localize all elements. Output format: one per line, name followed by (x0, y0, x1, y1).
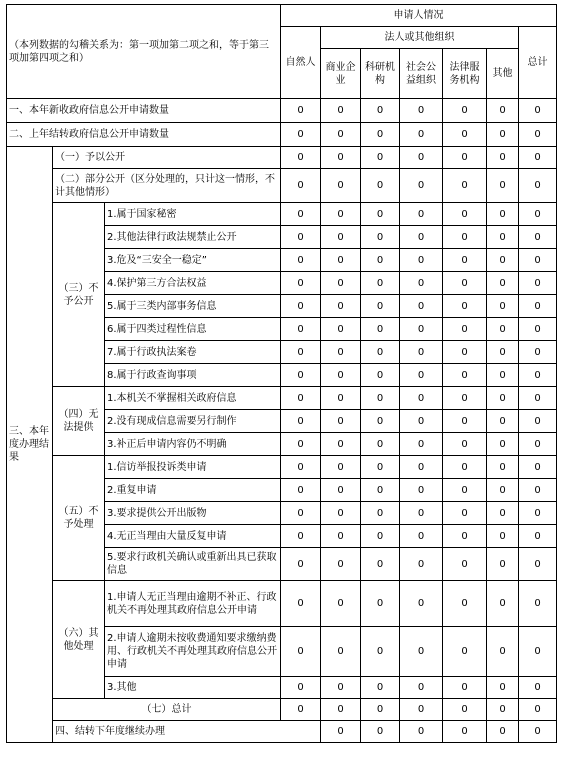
cell-value: 0 (487, 272, 519, 295)
cell-value: 0 (281, 99, 321, 123)
row-label (105, 433, 281, 456)
table-row (7, 203, 557, 226)
cell-value: 0 (281, 456, 321, 479)
cell-value: 0 (361, 699, 400, 721)
cell-value: 0 (321, 318, 361, 341)
cell-value: 0 (443, 318, 487, 341)
cell-value: 0 (519, 147, 557, 169)
cell-value: 0 (361, 203, 400, 226)
cell-value: 0 (281, 295, 321, 318)
row-label-text: 3.补正后申请内容仍不明确 (107, 438, 227, 450)
row-label (105, 525, 281, 548)
cell-value: 0 (443, 364, 487, 387)
cell-value: 0 (400, 318, 443, 341)
row-label-text: 2.申请人逾期未按收费通知要求缴纳费用、行政机关不再处理其政府信息公开申请 (107, 633, 277, 670)
row-label (7, 123, 281, 147)
header-commercial (321, 49, 361, 99)
cell-value: 0 (400, 433, 443, 456)
cell-value: 0 (443, 581, 487, 627)
cell-value: 0 (400, 627, 443, 677)
row-label (105, 548, 281, 581)
cell-value: 0 (281, 226, 321, 249)
header-research (361, 49, 400, 99)
row-label (105, 249, 281, 272)
cell-value: 0 (443, 226, 487, 249)
row-label (105, 456, 281, 479)
row-label-text: 6.属于四类过程性信息 (107, 323, 207, 335)
cell-value: 0 (361, 341, 400, 364)
cell-value: 0 (361, 123, 400, 147)
row-label-text: 3.危及“三安全一稳定” (107, 254, 207, 266)
cell-value: 0 (519, 699, 557, 721)
cell-value: 0 (321, 627, 361, 677)
cell-value: 0 (321, 364, 361, 387)
cell-value: 0 (487, 456, 519, 479)
cell-value: 0 (361, 410, 400, 433)
subsection-5-label-text: （五）不予处理 (58, 506, 99, 530)
cell-value: 0 (361, 677, 400, 699)
cell-value: 0 (281, 699, 321, 721)
cell-value: 0 (281, 387, 321, 410)
cell-value: 0 (519, 525, 557, 548)
header-legal-org (321, 27, 519, 49)
row-label-text: （一）予以公开 (55, 152, 125, 163)
cell-value: 0 (519, 433, 557, 456)
cell-value: 0 (281, 341, 321, 364)
row-label (7, 99, 281, 123)
cell-value: 0 (487, 433, 519, 456)
cell-value: 0 (321, 203, 361, 226)
row-label (105, 226, 281, 249)
cell-value: 0 (400, 502, 443, 525)
cell-value: 0 (400, 410, 443, 433)
row-label-text: 二、上年结转政府信息公开申请数量 (9, 129, 169, 140)
cell-value: 0 (487, 699, 519, 721)
cell-value: 0 (281, 677, 321, 699)
cell-value: 0 (487, 203, 519, 226)
cell-value: 0 (321, 581, 361, 627)
cell-value: 0 (361, 548, 400, 581)
cell-value: 0 (443, 147, 487, 169)
cell-value: 0 (519, 99, 557, 123)
cell-value: 0 (400, 677, 443, 699)
cell-value: 0 (487, 341, 519, 364)
cell-value: 0 (321, 147, 361, 169)
table-row (7, 99, 557, 123)
cell-value: 0 (519, 203, 557, 226)
cell-value: 0 (443, 627, 487, 677)
header-social-welfare (400, 49, 443, 99)
cell-value: 0 (443, 203, 487, 226)
row-label-text: 2.其他法律行政法规禁止公开 (107, 231, 237, 243)
cell-value: 0 (443, 502, 487, 525)
cell-value: 0 (487, 677, 519, 699)
row-label-text: 2.没有现成信息需要另行制作 (107, 415, 237, 427)
row-label-text: 1.本机关不掌握相关政府信息 (107, 392, 237, 404)
cell-value: 0 (361, 721, 400, 743)
row-label-text: 3.其他 (107, 682, 137, 693)
cell-value: 0 (321, 456, 361, 479)
cell-value: 0 (281, 272, 321, 295)
cell-value: 0 (487, 147, 519, 169)
cell-value: 0 (400, 525, 443, 548)
subsection-3-label-text: （三）不予公开 (58, 282, 99, 307)
row-label-text: 2.重复申请 (107, 484, 157, 496)
header-legal-org-text: 法人或其他组织 (384, 32, 455, 43)
cell-value: 0 (487, 295, 519, 318)
cell-value: 0 (487, 318, 519, 341)
row-label (105, 295, 281, 318)
cell-value: 0 (519, 502, 557, 525)
cell-value: 0 (400, 99, 443, 123)
cell-value: 0 (361, 295, 400, 318)
header-note (7, 5, 281, 99)
cell-value: 0 (519, 456, 557, 479)
row-label-text: 5.要求行政机关确认或重新出具已获取信息 (107, 552, 277, 576)
row-label-text: 4.无正当理由大量反复申请 (107, 530, 227, 542)
cell-value: 0 (400, 249, 443, 272)
cell-value: 0 (321, 226, 361, 249)
cell-value: 0 (443, 249, 487, 272)
cell-value: 0 (321, 699, 361, 721)
cell-value: 0 (443, 721, 487, 743)
row-label (105, 627, 281, 677)
header-natural-person (281, 27, 321, 99)
cell-value: 0 (443, 123, 487, 147)
row-label (105, 387, 281, 410)
cell-value: 0 (321, 677, 361, 699)
header-applicant-text: 申请人情况 (393, 10, 444, 21)
cell-value: 0 (443, 433, 487, 456)
cell-value: 0 (443, 677, 487, 699)
row-label (105, 272, 281, 295)
cell-value: 0 (487, 479, 519, 502)
cell-value: 0 (321, 99, 361, 123)
row-label (105, 479, 281, 502)
cell-value: 0 (321, 169, 361, 203)
cell-value: 0 (443, 99, 487, 123)
cell-value: 0 (519, 318, 557, 341)
row-label-text: 1.信访举报投诉类申请 (107, 461, 207, 473)
cell-value: 0 (443, 456, 487, 479)
row-label-text: 一、本年新收政府信息公开申请数量 (9, 105, 169, 116)
cell-value: 0 (443, 699, 487, 721)
cell-value: 0 (281, 433, 321, 456)
row-label-text: （七）总计 (141, 704, 192, 715)
cell-value: 0 (361, 169, 400, 203)
cell-value: 0 (400, 203, 443, 226)
cell-value: 0 (519, 226, 557, 249)
subsection-6-label-text: （六）其他处理 (58, 627, 99, 652)
cell-value: 0 (519, 341, 557, 364)
row-label (105, 677, 281, 699)
table-row (7, 721, 557, 743)
subsection-4-label (53, 387, 105, 456)
cell-value: 0 (519, 627, 557, 677)
header-applicant (281, 5, 557, 27)
cell-value: 0 (400, 147, 443, 169)
row-label-text: 4.保护第三方合法权益 (107, 277, 207, 289)
cell-value: 0 (487, 721, 519, 743)
subsection-4-label-text: （四）无法提供 (58, 409, 99, 433)
cell-value: 0 (321, 433, 361, 456)
cell-value: 0 (361, 99, 400, 123)
header-note-text: （本列数据的勾稽关系为：第一项加第二项之和，等于第三项加第四项之和） (9, 39, 269, 64)
cell-value: 0 (281, 502, 321, 525)
cell-value: 0 (519, 410, 557, 433)
cell-value: 0 (361, 479, 400, 502)
cell-value: 0 (281, 249, 321, 272)
row-label (53, 169, 281, 203)
cell-value: 0 (519, 123, 557, 147)
cell-value: 0 (361, 249, 400, 272)
cell-value: 0 (361, 456, 400, 479)
cell-value: 0 (400, 226, 443, 249)
cell-value: 0 (321, 123, 361, 147)
header-social-welfare-text: 社会公益组织 (406, 61, 436, 86)
header-other (487, 49, 519, 99)
cell-value: 0 (400, 169, 443, 203)
cell-value: 0 (443, 387, 487, 410)
cell-value: 0 (487, 99, 519, 123)
row-label (53, 721, 321, 743)
cell-value: 0 (487, 364, 519, 387)
cell-value: 0 (443, 341, 487, 364)
cell-value: 0 (281, 548, 321, 581)
cell-value: 0 (519, 169, 557, 203)
table-row (7, 387, 557, 410)
cell-value: 0 (281, 525, 321, 548)
cell-value: 0 (487, 123, 519, 147)
cell-value: 0 (400, 364, 443, 387)
cell-value: 0 (361, 318, 400, 341)
cell-value: 0 (321, 410, 361, 433)
cell-value: 0 (519, 721, 557, 743)
row-label-text: 1.申请人无正当理由逾期不补正、行政机关不再处理其政府信息公开申请 (107, 591, 277, 616)
row-label-text: 7.属于行政执法案卷 (107, 346, 197, 358)
form-container (6, 4, 557, 743)
cell-value: 0 (400, 721, 443, 743)
row-label-text: 8.属于行政查询事项 (107, 369, 197, 381)
cell-value: 0 (487, 548, 519, 581)
cell-value: 0 (400, 387, 443, 410)
cell-value: 0 (400, 699, 443, 721)
row-label-text: 1.属于国家秘密 (107, 208, 177, 220)
header-total (519, 27, 557, 99)
cell-value: 0 (321, 387, 361, 410)
header-commercial-text: 商业企业 (325, 61, 356, 86)
cell-value: 0 (487, 387, 519, 410)
row-label (105, 318, 281, 341)
subsection-3-label (53, 203, 105, 387)
cell-value: 0 (400, 479, 443, 502)
row-label (105, 203, 281, 226)
row-label (53, 699, 281, 721)
cell-value: 0 (281, 581, 321, 627)
cell-value: 0 (487, 249, 519, 272)
cell-value: 0 (321, 295, 361, 318)
cell-value: 0 (519, 272, 557, 295)
cell-value: 0 (519, 364, 557, 387)
cell-value: 0 (361, 525, 400, 548)
cell-value: 0 (519, 581, 557, 627)
cell-value: 0 (361, 581, 400, 627)
cell-value: 0 (487, 226, 519, 249)
cell-value: 0 (443, 169, 487, 203)
cell-value: 0 (400, 548, 443, 581)
cell-value: 0 (321, 721, 361, 743)
cell-value: 0 (321, 249, 361, 272)
cell-value: 0 (321, 502, 361, 525)
cell-value: 0 (487, 169, 519, 203)
cell-value: 0 (519, 677, 557, 699)
cell-value: 0 (400, 581, 443, 627)
row-label (105, 502, 281, 525)
cell-value: 0 (519, 295, 557, 318)
cell-value: 0 (443, 548, 487, 581)
cell-value: 0 (281, 123, 321, 147)
subsection-6-label (53, 581, 105, 699)
cell-value: 0 (519, 387, 557, 410)
table-row (7, 456, 557, 479)
cell-value: 0 (443, 272, 487, 295)
cell-value: 0 (487, 502, 519, 525)
row-label (105, 581, 281, 627)
cell-value: 0 (321, 548, 361, 581)
cell-value: 0 (443, 479, 487, 502)
cell-value: 0 (281, 479, 321, 502)
table-row (7, 699, 557, 721)
row-label-text: （二）部分公开（区分处理的，只计这一情形，不计其他情形） (55, 173, 275, 198)
cell-value: 0 (361, 387, 400, 410)
cell-value: 0 (321, 479, 361, 502)
section-3-label-text: 三、本年度办理结果 (9, 426, 49, 463)
header-natural-person-text: 自然人 (285, 57, 316, 68)
cell-value: 0 (281, 364, 321, 387)
row-label (105, 410, 281, 433)
subsection-5-label (53, 456, 105, 581)
cell-value: 0 (361, 147, 400, 169)
cell-value: 0 (487, 410, 519, 433)
cell-value: 0 (519, 249, 557, 272)
section-3-label (7, 147, 53, 743)
cell-value: 0 (487, 627, 519, 677)
cell-value: 0 (519, 479, 557, 502)
cell-value: 0 (281, 410, 321, 433)
row-label (105, 341, 281, 364)
cell-value: 0 (361, 502, 400, 525)
header-legal-service (443, 49, 487, 99)
table-row (7, 123, 557, 147)
cell-value: 0 (361, 433, 400, 456)
cell-value: 0 (443, 410, 487, 433)
row-label-text: 3.要求提供公开出版物 (107, 507, 207, 519)
cell-value: 0 (361, 226, 400, 249)
header-research-text: 科研机构 (365, 61, 395, 86)
cell-value: 0 (361, 364, 400, 387)
cell-value: 0 (443, 295, 487, 318)
header-legal-service-text: 法律服务机构 (449, 61, 480, 86)
row-label (105, 364, 281, 387)
cell-value: 0 (400, 341, 443, 364)
cell-value: 0 (400, 123, 443, 147)
cell-value: 0 (519, 548, 557, 581)
cell-value: 0 (281, 147, 321, 169)
row-label-text: 5.属于三类内部事务信息 (107, 300, 217, 312)
row-label-text: 四、结转下年度继续办理 (55, 726, 165, 737)
cell-value: 0 (361, 272, 400, 295)
disclosure-statistics-table (6, 4, 557, 743)
cell-value: 0 (487, 525, 519, 548)
cell-value: 0 (281, 627, 321, 677)
cell-value: 0 (321, 341, 361, 364)
table-row (7, 147, 557, 169)
cell-value: 0 (361, 627, 400, 677)
cell-value: 0 (443, 525, 487, 548)
cell-value: 0 (400, 295, 443, 318)
table-row (7, 169, 557, 203)
cell-value: 0 (281, 203, 321, 226)
cell-value: 0 (281, 169, 321, 203)
header-total-text: 总计 (527, 57, 548, 68)
cell-value: 0 (281, 318, 321, 341)
cell-value: 0 (321, 272, 361, 295)
table-row (7, 581, 557, 627)
cell-value: 0 (321, 525, 361, 548)
cell-value: 0 (400, 272, 443, 295)
header-other-text: 其他 (492, 68, 513, 79)
cell-value: 0 (400, 456, 443, 479)
row-label (53, 147, 281, 169)
cell-value: 0 (487, 581, 519, 627)
